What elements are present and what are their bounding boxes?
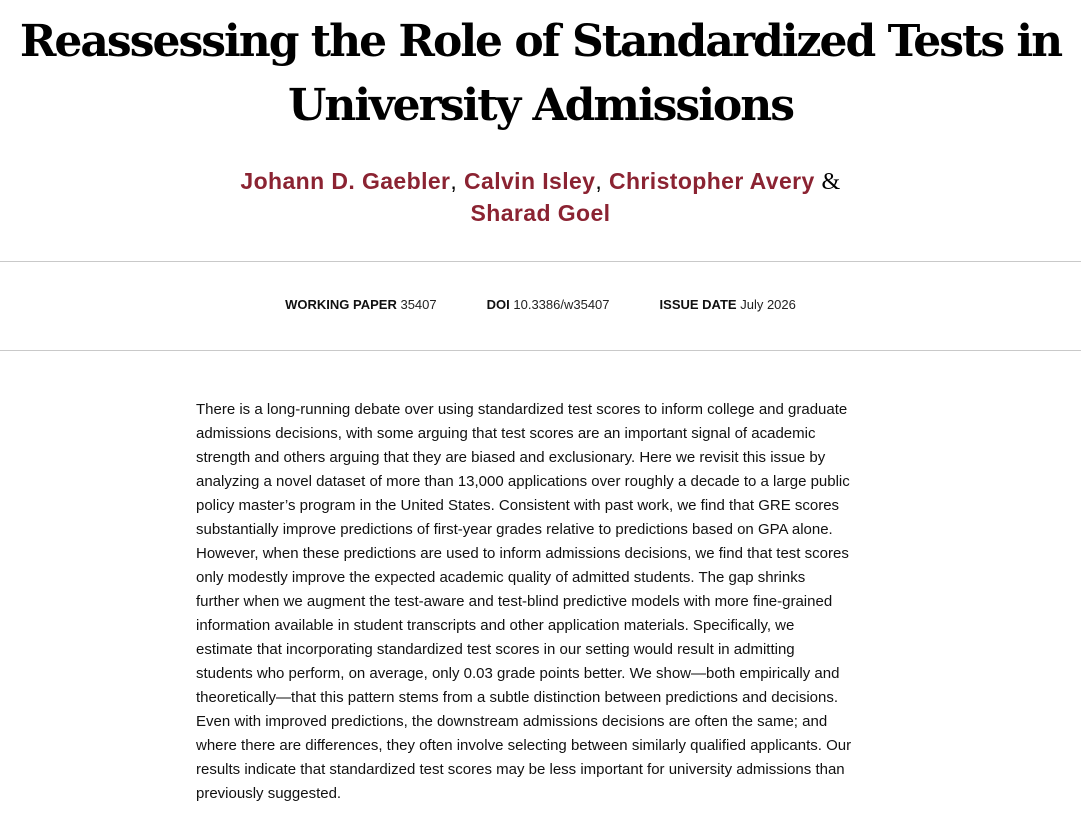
abstract-line: However, when these predictions are used to inform admissions decisions, we find that test scores [196, 545, 849, 562]
doi-meta [487, 296, 610, 314]
working-paper-label: WORKING PAPER [285, 297, 397, 312]
author-link-goel[interactable]: Sharad Goel [470, 200, 611, 226]
issue-date-label: ISSUE DATE [659, 297, 737, 312]
paper-title-line-1: Reassessing the Role of Standardized Tests in [19, 16, 1062, 67]
author-list [0, 166, 1081, 229]
working-paper-number: 35407 [400, 297, 437, 312]
abstract-line: substantially improve predictions of first-year grades relative to predictions based on GPA alone. [196, 521, 833, 538]
divider-top [0, 261, 1081, 262]
author-link-avery[interactable]: Christopher Avery [608, 168, 815, 194]
abstract-line: policy master’s program in the United States. Consistent with past work, we find that GRE scores [196, 497, 840, 514]
abstract-line: estimate that incorporating standardized test scores in our setting would result in admitting [196, 641, 795, 658]
issue-date-value: July 2026 [740, 297, 796, 312]
author-link-isley[interactable]: Calvin Isley [464, 168, 596, 194]
author-separator: , [595, 168, 603, 194]
working-paper-meta [285, 296, 437, 314]
abstract-line: There is a long-running debate over using standardized test scores to inform college and graduate [196, 401, 848, 418]
issue-date-meta [660, 296, 796, 314]
abstract-line: students who perform, on average, only 0.03 grade points better. We show—both empirically and [196, 665, 840, 682]
paper-metadata [0, 296, 1081, 314]
doi-label: DOI [486, 297, 510, 312]
author-ampersand: & [821, 169, 841, 195]
abstract-line: analyzing a novel dataset of more than 13,000 applications over roughly a decade to a large public [196, 473, 850, 490]
abstract-line: theoretically—that this pattern stems from a subtle distinction between predictions and decisions. [196, 689, 838, 706]
abstract-line: strength and others arguing that they are biased and exclusionary. Here we revisit this issue by [196, 449, 826, 466]
paper-title [0, 10, 1081, 138]
doi-value: 10.3386/w35407 [513, 297, 610, 312]
abstract-line: previously suggested. [196, 785, 342, 802]
abstract-line: only modestly improve the expected academic quality of admitted students. The gap shrinks [196, 569, 806, 586]
author-link-gaebler[interactable]: Johann D. Gaebler [240, 168, 451, 194]
abstract-line: results indicate that standardized test scores may be less important for university admissions than [196, 761, 845, 778]
abstract-line: admissions decisions, with some arguing that test scores are an important signal of academic [196, 425, 816, 442]
abstract-text [196, 398, 906, 806]
abstract-line: Even with improved predictions, the downstream admissions decisions are often the same; and [196, 713, 828, 730]
abstract-line: further when we augment the test-aware and test-blind predictive models with more fine-grained [196, 593, 833, 610]
abstract-line: where there are differences, they often involve selecting between similarly qualified applicants. Our [196, 737, 852, 754]
author-separator: , [450, 168, 458, 194]
abstract-line: information available in student transcripts and other application materials. Specifically, we [196, 617, 795, 634]
divider-bottom [0, 350, 1081, 351]
paper-title-line-2: University Admissions [287, 80, 794, 131]
